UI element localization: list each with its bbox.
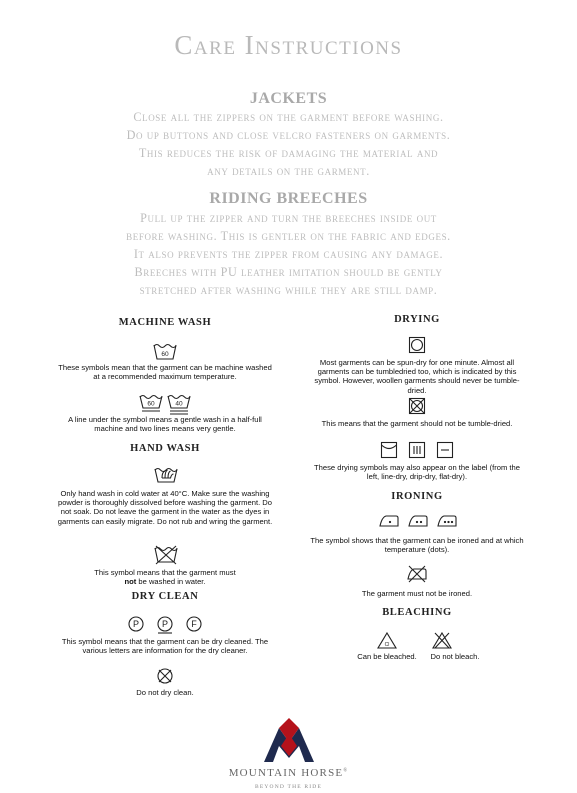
dry-clean-p-underline-icon bbox=[157, 616, 173, 634]
wash-60-icon bbox=[153, 343, 177, 361]
breeches-line: Pull up the zipper and turn the breeches inside out bbox=[140, 211, 437, 225]
jackets-heading: JACKETS bbox=[249, 90, 328, 107]
do-not-wash-icon bbox=[154, 546, 178, 564]
hand-wash-heading: HAND WASH bbox=[130, 443, 200, 454]
breeches-paragraph bbox=[80, 209, 497, 299]
dry-clean-p-icon bbox=[128, 616, 144, 632]
ironing-desc: The symbol shows that the garment can be ironed and at which temperature (dots). bbox=[310, 536, 524, 555]
svg-text:P: P bbox=[132, 619, 140, 629]
machine-wash-heading: MACHINE WASH bbox=[118, 317, 212, 328]
iron-medium-icon bbox=[408, 514, 428, 528]
dry-clean-desc: This symbol means that the garment can be dry cleaned. The various letters are information for the dry cleaner. bbox=[61, 637, 269, 656]
jackets-paragraph bbox=[80, 108, 497, 180]
gentle-wash-desc: A line under the symbol means a gentle wash in a half-full machine and two lines means very gentle. bbox=[68, 415, 262, 434]
svg-text:P: P bbox=[161, 619, 169, 629]
jackets-line: any details on the garment. bbox=[207, 164, 370, 178]
do-not-wash-rest: be washed in water. bbox=[136, 577, 206, 587]
jackets-line: This reduces the risk of damaging the material and bbox=[138, 146, 439, 160]
line-dry-icon bbox=[381, 442, 397, 458]
drying-symbols-desc: These drying symbols may also appear on the label (from the left, line-dry, drip-dry, flat-dry). bbox=[314, 463, 520, 482]
wash-temp-label: 60 bbox=[161, 351, 169, 358]
do-not-iron-icon bbox=[407, 566, 427, 582]
svg-text:F: F bbox=[191, 619, 197, 629]
iron-low-icon bbox=[379, 514, 399, 528]
tumble-dry-desc: Most garments can be spun-dry for one minute. Almost all garments can be tumbledried too, which is indicated by this symbol. However, woollen garments should never be tumble-dried. bbox=[314, 358, 520, 395]
dry-clean-heading: DRY CLEAN bbox=[131, 591, 199, 602]
do-not-tumble-dry-desc: This means that the garment should not be tumble-dried. bbox=[321, 419, 513, 428]
jackets-line: Do up buttons and close velcro fasteners on garments. bbox=[126, 128, 451, 142]
svg-text:Cl: Cl bbox=[384, 642, 390, 648]
mountain-horse-logo bbox=[264, 718, 314, 762]
do-not-tumble-dry-icon bbox=[409, 398, 425, 414]
do-not-dry-clean-desc: Do not dry clean. bbox=[136, 688, 194, 697]
do-not-wash-bold: not bbox=[124, 577, 137, 587]
drip-dry-icon bbox=[409, 442, 425, 458]
bleach-allowed-icon bbox=[377, 632, 397, 649]
do-not-wash-line1: This symbol means that the garment must bbox=[94, 568, 236, 577]
do-not-iron-desc: The garment must not be ironed. bbox=[361, 589, 473, 598]
breeches-line: before washing. This is gentler on the fabric and edges. bbox=[126, 229, 451, 243]
do-not-wash-desc bbox=[55, 568, 275, 586]
trademark-symbol: ® bbox=[343, 768, 349, 774]
do-not-wash-line2 bbox=[55, 577, 275, 586]
very-gentle-wash-icon bbox=[167, 394, 191, 416]
bleach-allowed-label: Can be bleached. bbox=[357, 652, 417, 661]
very-gentle-temp-label: 40 bbox=[175, 400, 183, 408]
ironing-heading: IRONING bbox=[391, 491, 443, 502]
breeches-line: stretched after washing while they are still damp. bbox=[139, 283, 438, 297]
brand-name bbox=[0, 767, 577, 779]
breeches-line: Breeches with PU leather imitation should be gently bbox=[134, 265, 443, 279]
gentle-wash-icon bbox=[139, 394, 163, 414]
machine-wash-desc: These symbols mean that the garment can be machine washed at a recommended maximum temperature. bbox=[58, 363, 272, 382]
do-not-bleach-label: Do not bleach. bbox=[430, 652, 480, 661]
bleaching-heading: BLEACHING bbox=[382, 607, 452, 618]
do-not-dry-clean-icon bbox=[157, 668, 173, 684]
drying-heading: DRYING bbox=[394, 314, 440, 325]
iron-high-icon bbox=[437, 514, 457, 528]
dry-clean-f-icon bbox=[186, 616, 202, 632]
tumble-dry-icon bbox=[409, 337, 425, 353]
flat-dry-icon bbox=[437, 442, 453, 458]
hand-wash-desc: Only hand wash in cold water at 40°C. Make sure the washing powder is thoroughly dissolved before washing the garment. Do not soak. Do not leave the garment in the water as the dyes in garments can easily migrate. Do not rub and wring the garment. bbox=[57, 489, 273, 526]
hand-wash-icon bbox=[154, 466, 178, 484]
brand-tagline: BEYOND THE RIDE bbox=[254, 784, 323, 790]
gentle-temp-label: 60 bbox=[147, 400, 155, 408]
jackets-line: Close all the zippers on the garment before washing. bbox=[133, 110, 444, 124]
page-title: Care Instructions bbox=[174, 30, 403, 60]
breeches-heading: RIDING BREECHES bbox=[209, 190, 368, 207]
do-not-bleach-icon bbox=[432, 632, 452, 649]
brand-text: MOUNTAIN HORSE bbox=[228, 767, 344, 779]
breeches-line: It also prevents the zipper from causing any damage. bbox=[133, 247, 444, 261]
